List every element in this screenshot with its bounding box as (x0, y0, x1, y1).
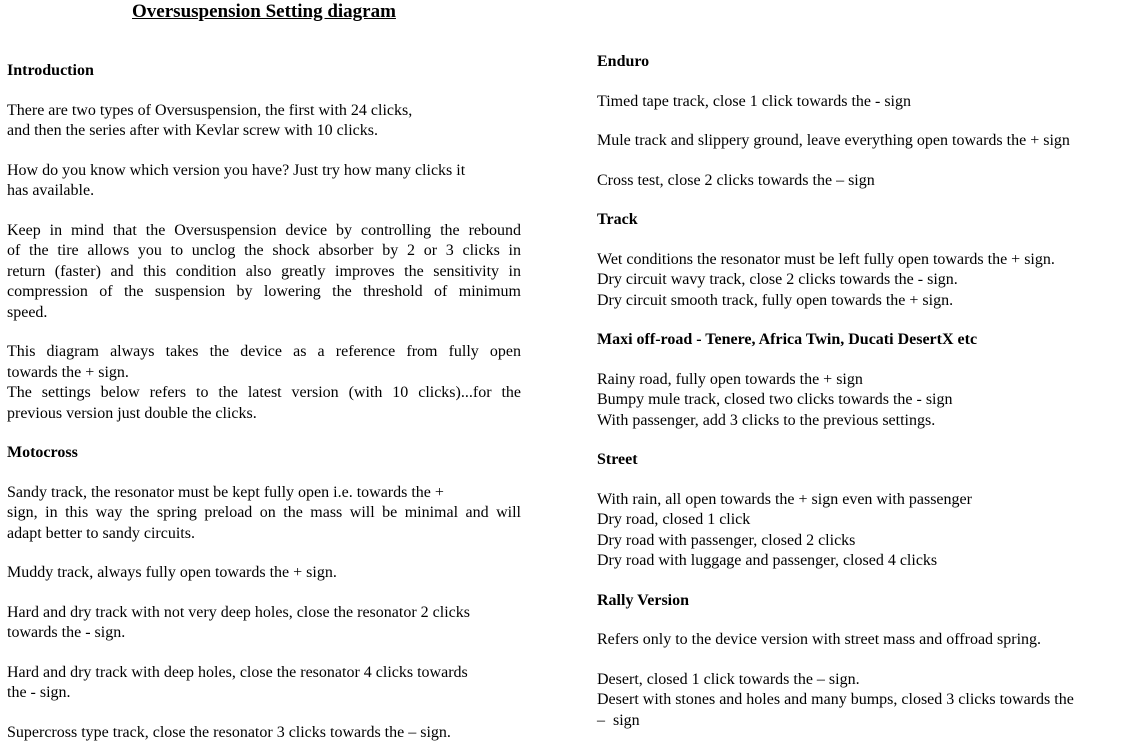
paragraph (7, 603, 521, 644)
text-line: How do you know which version you have? Just try how many clicks it (7, 161, 466, 179)
text-line: Desert with stones and holes and many bumps, closed 3 clicks towards the (597, 691, 1074, 708)
text-line: Rally Version (597, 591, 690, 609)
text-line: Keep in mind that the Oversuspension device by controlling the rebound (7, 221, 521, 239)
text-line: Enduro (597, 53, 650, 70)
text-line: There are two types of Oversuspension, the first with 24 clicks, (7, 101, 413, 119)
text-line: The settings below refers to the latest version (with 10 clicks)...for the (7, 384, 521, 401)
text-line: Rainy road, fully open towards the + sign (597, 370, 863, 388)
section-heading-introduction (7, 61, 521, 82)
text-line: the - sign. (7, 684, 71, 701)
section-heading-track (597, 210, 1121, 231)
paragraph (7, 563, 521, 584)
text-line: previous version just double the clicks. (7, 404, 257, 422)
text-line: Street (597, 451, 638, 468)
paragraph (597, 131, 1121, 152)
text-line: Track (597, 211, 638, 228)
text-line: Desert, closed 1 click towards the – sign. (597, 670, 860, 688)
paragraph (597, 670, 1121, 732)
section-heading-street (597, 450, 1121, 471)
section-heading-rally-version (597, 591, 1121, 612)
paragraph (597, 490, 1121, 572)
paragraph (7, 723, 521, 743)
text-line: This diagram always takes the device as a reference from fully open (7, 343, 521, 360)
text-line: towards the + sign. (7, 363, 129, 381)
text-line: of the tire allows you to unclog the shock absorber by 2 or 3 clicks in (7, 242, 521, 259)
paragraph (597, 171, 1121, 192)
text-line: towards the - sign. (7, 624, 126, 641)
section-heading-maxi-offroad (597, 330, 1121, 351)
text-line: Refers only to the device version with street mass and offroad spring. (597, 631, 1042, 648)
paragraph (597, 92, 1121, 113)
text-line: Motocross (7, 444, 78, 461)
text-line: Hard and dry track with not very deep holes, close the resonator 2 clicks (7, 603, 470, 621)
page-title: Oversuspension Setting diagram (132, 1, 396, 22)
text-line: Maxi off-road - Tenere, Africa Twin, Ducati DesertX etc (597, 331, 978, 348)
section-heading-enduro (597, 52, 1121, 73)
text-line: Muddy track, always fully open towards the + sign. (7, 564, 337, 581)
text-line: Dry road with luggage and passenger, closed 4 clicks (597, 552, 938, 569)
text-line: Bumpy mule track, closed two clicks towards the - sign (597, 391, 953, 408)
paragraph (7, 483, 521, 545)
paragraph (7, 101, 521, 142)
text-line: sign, in this way the spring preload on the mass will be minimal and will (7, 504, 521, 521)
text-line: Wet conditions the resonator must be left fully open towards the + sign. (597, 250, 1055, 268)
text-line: and then the series after with Kevlar screw with 10 clicks. (7, 122, 378, 139)
text-line: Dry circuit wavy track, close 2 clicks towards the - sign. (597, 271, 958, 288)
text-line: With rain, all open towards the + sign even with passenger (597, 490, 972, 508)
paragraph (7, 161, 521, 202)
text-line: With passenger, add 3 clicks to the previous settings. (597, 411, 936, 429)
text-line: Supercross type track, close the resonator 3 clicks towards the – sign. (7, 723, 451, 741)
left-column (7, 61, 521, 743)
text-line: adapt better to sandy circuits. (7, 524, 195, 542)
section-heading-motocross (7, 443, 521, 464)
text-line: Mule track and slippery ground, leave everything open towards the + sign (597, 132, 1070, 149)
text-line: Dry road, closed 1 click (597, 511, 751, 528)
text-line: Dry road with passenger, closed 2 clicks (597, 531, 856, 549)
paragraph (597, 250, 1121, 312)
text-line: Cross test, close 2 clicks towards the – sign (597, 171, 875, 189)
paragraph (7, 342, 521, 424)
paragraph (7, 663, 521, 704)
text-line: speed. (7, 303, 48, 321)
paragraph (597, 370, 1121, 432)
right-column (597, 52, 1121, 743)
text-line: Timed tape track, close 1 click towards the - sign (597, 92, 911, 110)
paragraph (597, 630, 1121, 651)
text-line: Dry circuit smooth track, fully open towards the + sign. (597, 291, 954, 309)
text-line: Hard and dry track with deep holes, close the resonator 4 clicks towards (7, 663, 468, 681)
text-line: Sandy track, the resonator must be kept fully open i.e. towards the + (7, 483, 444, 501)
text-line: compression of the suspension by lowering the threshold of minimum (7, 283, 521, 300)
text-line: – sign (597, 711, 640, 729)
text-line: has available. (7, 182, 95, 199)
paragraph (7, 221, 521, 324)
text-line: Introduction (7, 62, 94, 79)
text-line: return (faster) and this condition also greatly improves the sensitivity in (7, 262, 521, 280)
